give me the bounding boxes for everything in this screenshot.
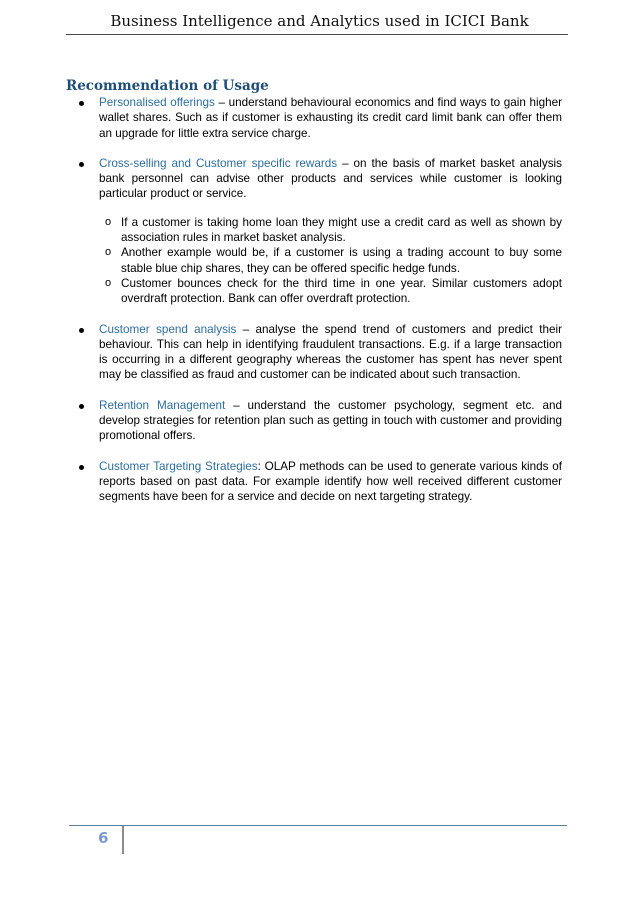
bullet-term: Retention Management [99,398,226,412]
bullet-term: Customer spend analysis [99,322,237,336]
sub-item-text: Customer bounces check for the third time in one year. Similar customers adopt overdraft protection. Bank can offer overdraft protection. [121,276,562,306]
sub-item-text: Another example would be, if a customer is using a trading account to buy some stable blue chip shares, they can be offered specific hedge funds. [121,246,562,275]
bullet-text: – understand behavioural economics and find ways to gain higher wallet shares. Such as if customer is exhausting its credit card limit bank can offer them an upgrade for little extra service charge. [99,96,562,140]
page-number-divider [122,826,124,854]
footer-divider [69,825,567,826]
sub-item [99,276,562,307]
bullet-icon [79,465,84,470]
bullet-text: : OLAP methods can be used to generate various kinds of reports based on past data. For example identify how well received different customer segments have been for a service and decide on next targeting strategy. [99,459,562,504]
bullet-icon [79,328,84,333]
bullet-icon [79,162,84,167]
circle-bullet-icon: o [105,215,112,228]
bullet-text: – understand the customer psychology, segment etc. and develop strategies for retention plan such as getting in touch with customer and providing promotional offers. [99,398,562,443]
circle-bullet-icon: o [105,276,112,289]
bullet-item-retention-management [68,398,562,444]
page-number: 6 [98,829,109,847]
sub-item-text: If a customer is taking home loan they might use a credit card as well as shown by association rules in market basket analysis. [121,215,562,245]
bullet-item-customer-targeting [68,459,562,505]
sub-item [99,215,562,246]
header-divider [66,34,568,35]
sub-list [99,215,562,307]
bullet-item-cross-selling [68,156,562,307]
bullet-item-personalised-offerings [68,95,562,141]
section-heading: Recommendation of Usage [66,78,269,94]
bullet-item-customer-spend-analysis [68,322,562,383]
bullet-term: Personalised offerings [99,96,215,109]
bullet-text: – analyse the spend trend of customers and predict their behaviour. This can help in identifying fraudulent transactions. E.g. if a large transaction is occurring in a different geography whereas the customer has spent has never spent may be classified as fraud and customer can be indicated about such transaction. [99,322,562,382]
bullet-term: Cross-selling and Customer specific rewards [99,156,338,170]
bullet-icon [79,101,84,106]
sub-item [99,245,562,276]
page-header-title: Business Intelligence and Analytics used in ICICI Bank [110,12,529,30]
bullet-text: – on the basis of market basket analysis bank personnel can advise other products and services while customer is looking particular product or service. [99,156,562,201]
bullet-list [68,95,562,520]
bullet-icon [79,404,84,409]
bullet-term: Customer Targeting Strategies [99,459,258,473]
circle-bullet-icon: o [105,246,112,259]
